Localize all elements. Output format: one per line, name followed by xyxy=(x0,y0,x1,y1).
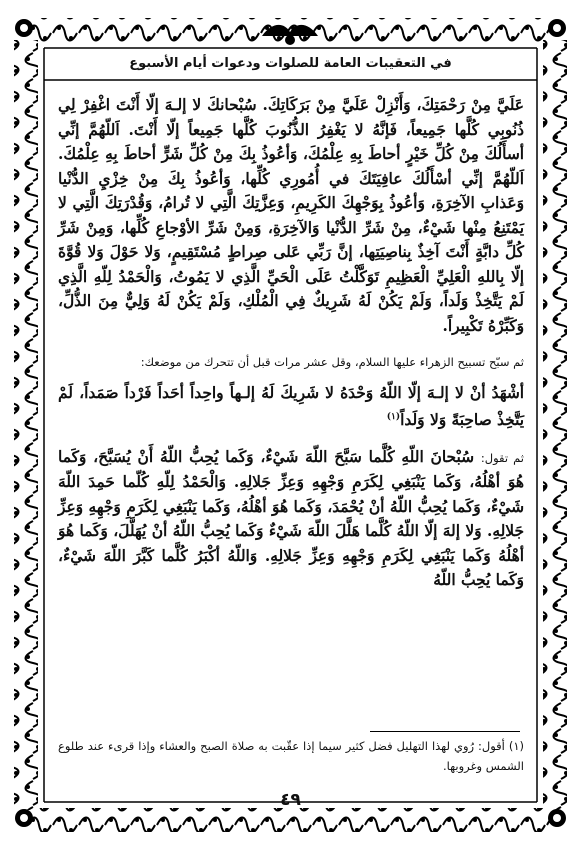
footnote: (١) أقول: رُوي لهذا التهليل فضل كثير سيما إذا عقّبت به صلاة الصبح والعشاء وإذا قرىء عند طلوع الشمس وغروبها. xyxy=(58,739,524,773)
prayer-text xyxy=(58,93,524,593)
prayer-paragraph-1: عَلَيَّ مِنْ رَحْمَتِكَ، وَأَنْزِلْ عَلَيَّ مِنْ بَرَكَاتِكَ. سُبْحانكَ لا إلـهَ إلّا أَنْتَ اغْفِرْ لِي ذُنُوبِي كُلَّها جَمِيعاً، فَإنَّهُ لا يَغْفِرُ الذُّنُوبَ كُلَّها جَمِيعاً إلّا أَنْتَ. اَللّهُمَّ إنِّي أسأَلُكَ مِنْ كُلِّ خَيْرٍ أحاطَ بِهِ عِلْمُكَ، وَأعُوذُ بِكَ مِنْ كُلِّ شَرٍّ أحاطَ بِهِ عِلْمُكَ. اَللّهُمَّ إنِّي أسْأَلُكَ عافِيَتَكَ في أُمُورِي كُلِّها، وَأعُوذُ بِكَ مِنْ خِزْيِ الدُّنْيا وَعَذابِ الآخِرَةِ، وَأعُوذُ بِوَجْهِكَ الكَرِيمِ، وَعِزَّتِكَ الَّتِي لا تُرامُ، وَقُدْرَتِكَ الَّتِي لا يَمْتَنِعُ مِنْها شَيْءٌ، مِنْ شَرِّ الدُّنْيا وَالآخِرَةِ، وَمِنْ شَرِّ الأوْجاعِ كُلِّها، وَمِنْ شَرِّ كُلِّ دابَّةٍ أَنْتَ آخِذٌ بِناصِيَتِها، إنَّ رَبِّي عَلى صِراطٍ مُسْتَقِيمٍ، وَلا حَوْلَ وَلا قُوَّةَ إلّا بِاللهِ الْعَلِيِّ الْعَظِيمِ تَوَكَّلْتُ عَلَى الْحَيِّ الَّذِي لا يَمُوتُ، وَالْحَمْدُ لِلّهِ الَّذِي لَمْ يَتَّخِذْ وَلَداً، وَلَمْ يَكُنْ لَهُ شَرِيكٌ فِي الْمُلْكِ، وَلَمْ يَكُنْ لَهُ وَلِيٌّ مِنَ الذُّلِّ، وَكَبِّرْهُ تَكْبِيراً. xyxy=(58,96,524,335)
prayer-paragraph-3 xyxy=(58,445,524,593)
footnote-reference: (١) xyxy=(386,412,401,422)
prayer-paragraph-2 xyxy=(58,381,524,433)
prayer-paragraph-3-text: سُبْحانَ اللّهِ كُلَّما سَبَّحَ اللّهَ شَيْءٌ، وَكَما يُحِبُّ اللّهُ أَنْ يُسَبَّحَ، وَكَما هُوَ أهْلُهُ، وَكَما يَنْبَغِي لِكَرَمِ وَجْهِهِ وَعِزِّ جَلالِهِ. وَالْحَمْدُ لِلّهِ كُلّما حَمِدَ اللّهَ شَيْءٌ، وَكَما يُحِبُّ اللّهُ أنْ يُحْمَدَ، وَكَما هُوَ أهْلُهُ، وَكَما يَنْبَغِي لِكَرَمِ وَجْهِهِ وَعِزِّ جَلالِهِ. وَلا إلهَ إلّا اللّهُ كُلَّما هَلَّلَ اللّهَ شَيْءٌ وَكَما يُحِبُّ اللّهُ أنْ يُهَلَّلَ، وَكَما هُوَ أهْلُهُ وَكَما يَنْبَغِي لِكَرَمِ وَجْهِهِ وَعِزِّ جَلالِهِ. وَاللّهُ أكْبَرُ كُلَّما كَبَّرَ اللّهَ شَيْءٌ، وَكَما يُحِبُّ اللّهُ xyxy=(58,447,524,590)
prayer-paragraph-2-text: أشْهَدُ أنْ لا إلـهَ إلّا اللّهُ وَحْدَهُ لا شَرِيكَ لَهُ إلـهاً واحِداً أحَداً فَرْداً صَمَداً، لَمْ يَتَّخِذْ صاحِبَةً وَلا وَلَداً xyxy=(58,383,524,430)
running-header: في التعقيبات العامة للصلوات ودعوات أيام الأسبوع xyxy=(129,56,452,71)
instruction-note-2: ثم تقول: xyxy=(480,450,525,465)
footnote-rule xyxy=(370,731,520,732)
page-number: ٤٩ xyxy=(280,790,301,810)
instruction-note-1: ثم سبّح تسبيح الزهراء عليها السلام، وقل عشر مرات قبل أن تتحرك من موضعك: xyxy=(140,355,524,369)
